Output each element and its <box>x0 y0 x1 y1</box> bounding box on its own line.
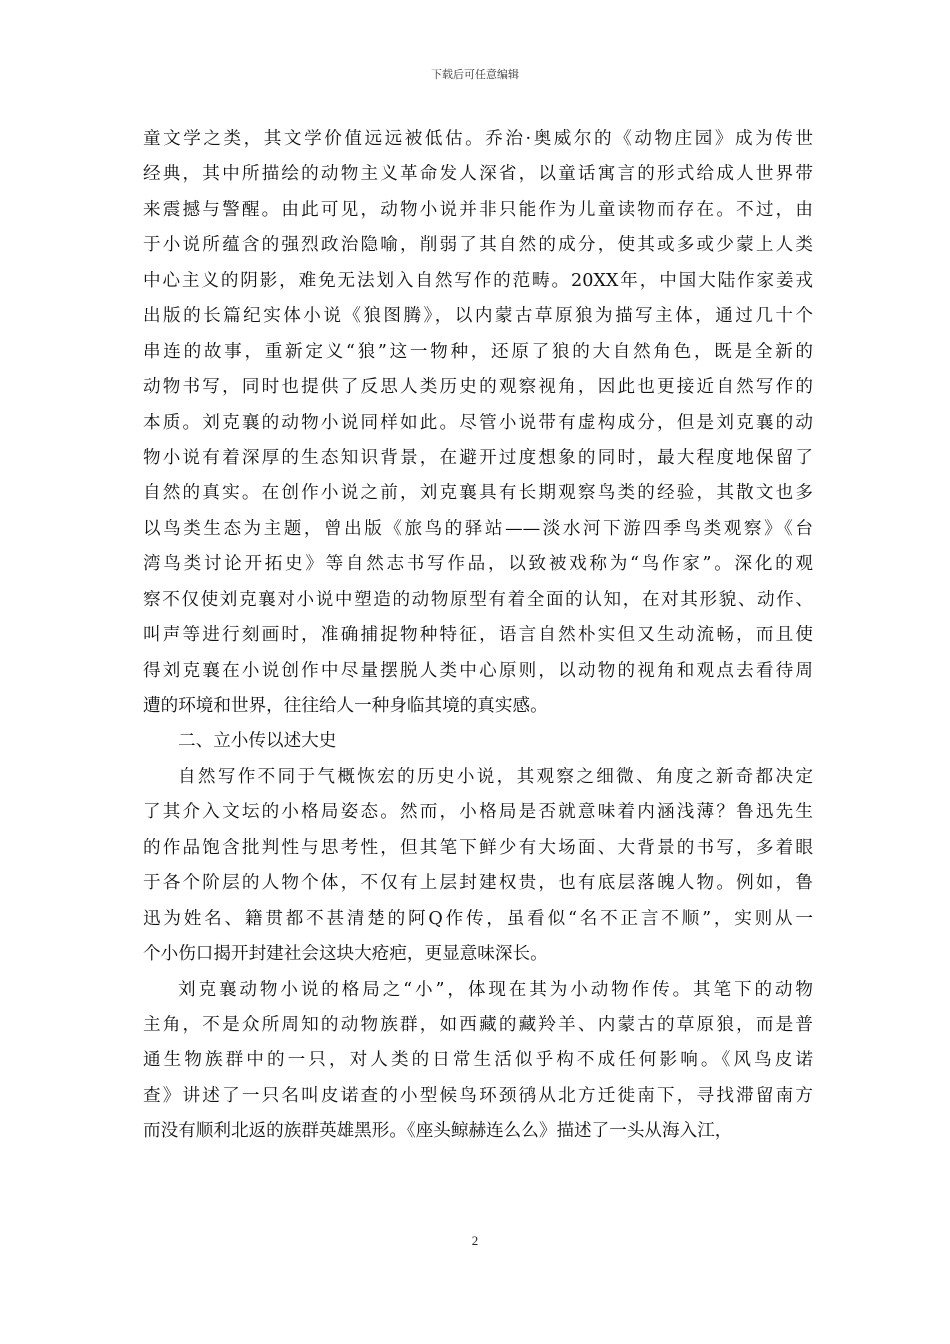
text-line: 于各个阶层的人物个体，不仅有上层封建权贵，也有底层落魄人物。例如，鲁 <box>143 873 813 894</box>
text-line: 湾鸟类讨论开拓史》等自然志书写作品，以致被戏称为“鸟作家”。深化的观 <box>143 554 813 575</box>
text-line: 刘克襄动物小说的格局之“小”，体现在其为小动物作传。其笔下的动物 <box>178 979 813 1000</box>
text-line: 了其介入文坛的小格局姿态。然而，小格局是否就意味着内涵浅薄？鲁迅先生 <box>143 802 813 823</box>
text-line: 串连的故事，重新定义“狼”这一物种，还原了狼的大自然角色，既是全新的 <box>143 341 813 362</box>
text-line: 叫声等进行刻画时，准确捕捉物种特征，语言自然朴实但又生动流畅，而且使 <box>143 625 813 646</box>
text-line: 童文学之类，其文学价值远远被低估。乔治·奥威尔的《动物庄园》成为传世 <box>143 129 813 149</box>
section-heading: 二、立小传以述大史 <box>178 731 337 752</box>
text-line: 个小伤口揭开封建社会这块大疮疤，更显意味深长。 <box>143 944 548 965</box>
text-line: 得刘克襄在小说创作中尽量摆脱人类中心原则，以动物的视角和观点去看待周 <box>143 660 813 681</box>
document-body <box>143 122 813 1150</box>
text-line: 物小说有着深厚的生态知识背景，在避开过度想象的同时，最大程度地保留了 <box>143 447 813 468</box>
text-line: 通生物族群中的一只，对人类的日常生活似乎构不成任何影响。《风鸟皮诺 <box>143 1050 813 1071</box>
text-line: 查》讲述了一只名叫皮诺查的小型候鸟环颈鸻从北方迁徙南下，寻找滞留南方 <box>143 1085 813 1106</box>
text-line: 出版的长篇纪实体小说《狼图腾》，以内蒙古草原狼为描写主体，通过几十个 <box>143 306 813 327</box>
text-line: 动物书写，同时也提供了反思人类历史的观察视角，因此也更接近自然写作的 <box>143 377 813 398</box>
text-line: 迅为姓名、籍贯都不甚清楚的阿Q作传，虽看似“名不正言不顺”，实则从一 <box>143 908 813 929</box>
page-number: 2 <box>471 1233 479 1248</box>
page-header: 下载后可任意编辑 <box>431 68 519 81</box>
text-line: 而没有顺利北返的族群英雄黑形。《座头鲸赫连么么》描述了一头从海入江， <box>143 1121 733 1142</box>
text-line: 察不仅使刘克襄对小说中塑造的动物原型有着全面的认知，在对其形貌、动作、 <box>143 589 813 610</box>
text-line: 来震撼与警醒。由此可见，动物小说并非只能作为儿童读物而存在。不过，由 <box>143 199 813 220</box>
text-line: 中心主义的阴影，难免无法划入自然写作的范畴。20XX年，中国大陆作家姜戎 <box>143 270 813 291</box>
text-line: 本质。刘克襄的动物小说同样如此。尽管小说带有虚构成分，但是刘克襄的动 <box>143 412 813 433</box>
text-line: 以鸟类生态为主题，曾出版《旅鸟的驿站——淡水河下游四季鸟类观察》《台 <box>143 518 813 539</box>
text-line: 自然的真实。在创作小说之前，刘克襄具有长期观察鸟类的经验，其散文也多 <box>143 483 813 504</box>
text-line: 主角，不是众所周知的动物族群，如西藏的藏羚羊、内蒙古的草原狼，而是普 <box>143 1014 813 1035</box>
text-line: 经典，其中所描绘的动物主义革命发人深省，以童话寓言的形式给成人世界带 <box>143 164 813 185</box>
text-line: 自然写作不同于气概恢宏的历史小说，其观察之细微、角度之新奇都决定 <box>178 766 813 787</box>
text-line: 于小说所蕴含的强烈政治隐喻，削弱了其自然的成分，使其或多或少蒙上人类 <box>143 235 813 256</box>
text-line: 的作品饱含批判性与思考性，但其笔下鲜少有大场面、大背景的书写，多着眼 <box>143 837 813 858</box>
text-line: 遭的环境和世界，往往给人一种身临其境的真实感。 <box>143 696 548 716</box>
